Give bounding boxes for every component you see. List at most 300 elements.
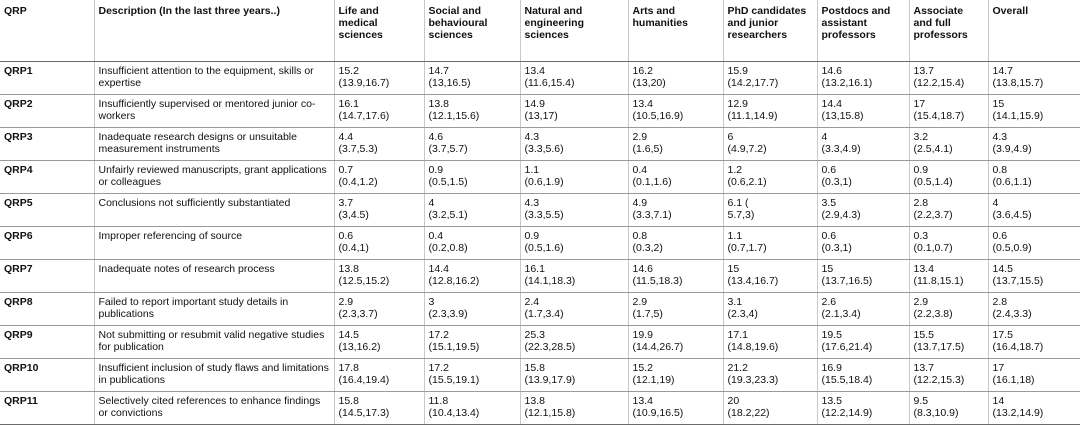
qrp-description: Failed to report important study details in publications (94, 293, 334, 326)
table-cell (334, 62, 424, 95)
table-cell (520, 293, 628, 326)
cell-estimate: 1.1 (727, 230, 743, 242)
table-cell (424, 326, 520, 359)
cell-estimate: 4.4 (338, 131, 354, 143)
cell-estimate: 16.2 (632, 65, 653, 77)
cell-confidence-interval: (2.2,3.7) (913, 209, 953, 221)
cell-confidence-interval: (14.5,17.3) (338, 407, 390, 419)
cell-confidence-interval: (14.8,19.6) (727, 341, 779, 353)
cell-estimate: 19.5 (821, 329, 842, 341)
cell-estimate: 13.8 (338, 263, 359, 275)
table-cell (909, 95, 988, 128)
cell-estimate: 13.7 (913, 362, 934, 374)
cell-estimate: 0.9 (428, 164, 444, 176)
table-row (0, 62, 1080, 95)
cell-confidence-interval: (16.4,18.7) (992, 341, 1044, 353)
cell-estimate: 4 (992, 197, 999, 209)
cell-confidence-interval: (3.7,5.7) (428, 143, 468, 155)
qrp-code: QRP6 (0, 227, 94, 260)
table-cell (520, 194, 628, 227)
cell-confidence-interval: (0.7,1.7) (727, 242, 767, 254)
table-cell (988, 359, 1080, 392)
cell-estimate: 0.4 (428, 230, 444, 242)
cell-confidence-interval: (3.3,7.1) (632, 209, 672, 221)
cell-estimate: 16.1 (338, 98, 359, 110)
table-cell (988, 326, 1080, 359)
table-cell (628, 128, 723, 161)
cell-estimate: 14.5 (338, 329, 359, 341)
cell-estimate: 16.1 (524, 263, 545, 275)
cell-estimate: 0.3 (913, 230, 929, 242)
qrp-code: QRP5 (0, 194, 94, 227)
cell-confidence-interval: (14.2,17.7) (727, 77, 779, 89)
cell-confidence-interval: (11.1,14.9) (727, 110, 778, 122)
table-cell (988, 392, 1080, 425)
table-cell (909, 293, 988, 326)
table-cell (909, 62, 988, 95)
table-row (0, 392, 1080, 425)
cell-confidence-interval: (12.2,15.3) (913, 374, 965, 386)
cell-estimate: 0.7 (338, 164, 354, 176)
table-cell (628, 392, 723, 425)
cell-estimate: 4.3 (992, 131, 1008, 143)
cell-confidence-interval: (2.2,3.8) (913, 308, 953, 320)
table-cell (988, 293, 1080, 326)
cell-estimate: 1.1 (524, 164, 540, 176)
cell-confidence-interval: (12.1,19) (632, 374, 675, 386)
table-cell (628, 260, 723, 293)
cell-estimate: 15.8 (524, 362, 545, 374)
cell-estimate: 3.1 (727, 296, 743, 308)
column-header: Social and behavioural sciences (424, 0, 520, 62)
column-header: Associate and full professors (909, 0, 988, 62)
table-row (0, 293, 1080, 326)
table-cell (424, 227, 520, 260)
table-cell (988, 227, 1080, 260)
cell-confidence-interval: (3.6,4.5) (992, 209, 1032, 221)
column-header: Overall (988, 0, 1080, 62)
table-cell (520, 62, 628, 95)
table-cell (988, 194, 1080, 227)
cell-confidence-interval: (1.7,5) (632, 308, 663, 320)
cell-estimate: 15.2 (632, 362, 653, 374)
cell-estimate: 3 (428, 296, 435, 308)
qrp-code: QRP2 (0, 95, 94, 128)
cell-estimate: 14.5 (992, 263, 1013, 275)
cell-estimate: 0.9 (524, 230, 540, 242)
cell-estimate: 3.2 (913, 131, 929, 143)
cell-estimate: 15.5 (913, 329, 934, 341)
table-cell (334, 161, 424, 194)
table-cell (628, 95, 723, 128)
table-cell (988, 128, 1080, 161)
table-cell (628, 161, 723, 194)
qrp-code: QRP7 (0, 260, 94, 293)
qrp-code: QRP11 (0, 392, 94, 425)
cell-confidence-interval: (12.1,15.8) (524, 407, 576, 419)
cell-confidence-interval: (15.5,19.1) (428, 374, 480, 386)
cell-estimate: 17 (913, 98, 926, 110)
cell-estimate: 4.6 (428, 131, 444, 143)
cell-confidence-interval: (0.5,0.9) (992, 242, 1032, 254)
cell-estimate: 17 (992, 362, 1005, 374)
qrp-code: QRP10 (0, 359, 94, 392)
cell-confidence-interval: (13.9,17.9) (524, 374, 576, 386)
column-header: Description (In the last three years..) (94, 0, 334, 62)
qrp-description: Improper referencing of source (94, 227, 334, 260)
cell-estimate: 15 (821, 263, 834, 275)
qrp-description: Insufficient attention to the equipment, skills or expertise (94, 62, 334, 95)
table-cell (334, 260, 424, 293)
cell-estimate: 11.8 (428, 395, 449, 407)
cell-confidence-interval: (2.4,3.3) (992, 308, 1032, 320)
cell-estimate: 2.8 (913, 197, 929, 209)
cell-confidence-interval: (12.8,16.2) (428, 275, 480, 287)
table-cell (334, 392, 424, 425)
cell-confidence-interval: (1.6,5) (632, 143, 663, 155)
cell-estimate: 17.1 (727, 329, 748, 341)
table-cell (334, 194, 424, 227)
cell-confidence-interval: (2.1,3.4) (821, 308, 861, 320)
qrp-code: QRP3 (0, 128, 94, 161)
cell-confidence-interval: (0.6,1.9) (524, 176, 564, 188)
table-cell (628, 326, 723, 359)
column-header: Natural and engineering sciences (520, 0, 628, 62)
cell-estimate: 2.6 (821, 296, 837, 308)
cell-estimate: 2.9 (632, 131, 648, 143)
table-row (0, 227, 1080, 260)
cell-confidence-interval: (0.1,1.6) (632, 176, 672, 188)
cell-confidence-interval: (2.3,3.9) (428, 308, 468, 320)
cell-estimate: 13.7 (913, 65, 934, 77)
cell-estimate: 2.4 (524, 296, 540, 308)
cell-confidence-interval: (13,17) (524, 110, 558, 122)
cell-confidence-interval: (10.5,16.9) (632, 110, 684, 122)
cell-confidence-interval: (2.3,3.7) (338, 308, 378, 320)
cell-confidence-interval: (3.7,5.3) (338, 143, 378, 155)
table-cell (723, 260, 817, 293)
cell-confidence-interval: (11.6,15.4) (524, 77, 575, 89)
cell-estimate: 15.2 (338, 65, 359, 77)
table-cell (334, 227, 424, 260)
cell-estimate: 2.9 (913, 296, 929, 308)
cell-confidence-interval: (0.3,2) (632, 242, 663, 254)
table-cell (334, 95, 424, 128)
cell-estimate: 13.4 (632, 395, 653, 407)
table-cell (334, 359, 424, 392)
cell-confidence-interval: (15.1,19.5) (428, 341, 480, 353)
table-cell (817, 62, 909, 95)
cell-estimate: 13.5 (821, 395, 842, 407)
table-cell (988, 62, 1080, 95)
cell-estimate: 19.9 (632, 329, 653, 341)
cell-confidence-interval: (13.8,15.7) (992, 77, 1044, 89)
column-header: QRP (0, 0, 94, 62)
cell-confidence-interval: (3.2,5.1) (428, 209, 468, 221)
cell-confidence-interval: (2.5,4.1) (913, 143, 953, 155)
cell-estimate: 0.9 (913, 164, 929, 176)
cell-estimate: 16.9 (821, 362, 842, 374)
table-cell (909, 359, 988, 392)
table-cell (520, 95, 628, 128)
cell-estimate: 0.8 (992, 164, 1008, 176)
cell-estimate: 14.6 (821, 65, 842, 77)
cell-estimate: 0.6 (821, 230, 837, 242)
cell-estimate: 21.2 (727, 362, 748, 374)
cell-confidence-interval: (3,4.5) (338, 209, 369, 221)
qrp-description: Insufficiently supervised or mentored junior co-workers (94, 95, 334, 128)
cell-estimate: 17.2 (428, 329, 449, 341)
cell-confidence-interval: (0.6,1.1) (992, 176, 1032, 188)
table-cell (424, 293, 520, 326)
qrp-description: Inadequate notes of research process (94, 260, 334, 293)
cell-confidence-interval: (0.5,1.4) (913, 176, 953, 188)
cell-estimate: 15 (727, 263, 740, 275)
cell-confidence-interval: (13,20) (632, 77, 666, 89)
table-row (0, 326, 1080, 359)
table-cell (334, 326, 424, 359)
cell-estimate: 14.4 (428, 263, 449, 275)
table-cell (723, 95, 817, 128)
cell-confidence-interval: (18.2,22) (727, 407, 770, 419)
table-cell (628, 293, 723, 326)
cell-estimate: 14.4 (821, 98, 842, 110)
table-cell (817, 293, 909, 326)
cell-estimate: 4.9 (632, 197, 648, 209)
cell-confidence-interval: (0.3,1) (821, 242, 852, 254)
cell-estimate: 14.7 (428, 65, 449, 77)
qrp-description: Not submitting or resubmit valid negative studies for publication (94, 326, 334, 359)
cell-estimate: 6.1 ( (727, 197, 749, 209)
cell-confidence-interval: (3.3,5.5) (524, 209, 564, 221)
cell-confidence-interval: (10.9,16.5) (632, 407, 684, 419)
cell-estimate: 4 (821, 131, 828, 143)
cell-estimate: 15.9 (727, 65, 748, 77)
table-cell (909, 227, 988, 260)
cell-confidence-interval: (10.4,13.4) (428, 407, 480, 419)
table-cell (520, 326, 628, 359)
cell-estimate: 4 (428, 197, 435, 209)
cell-confidence-interval: (3.3,4.9) (821, 143, 861, 155)
table-cell (723, 359, 817, 392)
cell-confidence-interval: (8.3,10.9) (913, 407, 959, 419)
table-cell (909, 326, 988, 359)
table-cell (909, 161, 988, 194)
cell-confidence-interval: (0.5,1.5) (428, 176, 468, 188)
cell-confidence-interval: (16.1,18) (992, 374, 1035, 386)
table-cell (817, 95, 909, 128)
table-cell (817, 227, 909, 260)
table-cell (817, 194, 909, 227)
table-row (0, 95, 1080, 128)
cell-estimate: 14 (992, 395, 1005, 407)
column-header: Postdocs and assistant professors (817, 0, 909, 62)
qrp-code: QRP9 (0, 326, 94, 359)
cell-confidence-interval: (13.9,16.7) (338, 77, 390, 89)
cell-estimate: 4.3 (524, 131, 540, 143)
qrp-code: QRP4 (0, 161, 94, 194)
table-cell (988, 161, 1080, 194)
cell-estimate: 0.6 (821, 164, 837, 176)
cell-confidence-interval: (14.1,15.9) (992, 110, 1044, 122)
cell-estimate: 15 (992, 98, 1005, 110)
cell-estimate: 17.8 (338, 362, 359, 374)
cell-estimate: 13.8 (428, 98, 449, 110)
qrp-description: Conclusions not sufficiently substantiated (94, 194, 334, 227)
table-cell (628, 227, 723, 260)
cell-estimate: 3.7 (338, 197, 354, 209)
cell-estimate: 0.6 (992, 230, 1008, 242)
cell-confidence-interval: (3.3,5.6) (524, 143, 564, 155)
table-cell (723, 326, 817, 359)
cell-estimate: 17.5 (992, 329, 1013, 341)
cell-estimate: 25.3 (524, 329, 545, 341)
cell-estimate: 4.3 (524, 197, 540, 209)
cell-confidence-interval: (14.4,26.7) (632, 341, 684, 353)
cell-estimate: 6 (727, 131, 734, 143)
cell-confidence-interval: (16.4,19.4) (338, 374, 390, 386)
qrp-description: Insufficient inclusion of study flaws and limitations in publications (94, 359, 334, 392)
table-body (0, 62, 1080, 425)
cell-estimate: 13.4 (524, 65, 545, 77)
table-cell (424, 392, 520, 425)
cell-confidence-interval: (13.7,17.5) (913, 341, 965, 353)
cell-confidence-interval: (13,16.5) (428, 77, 471, 89)
table-cell (909, 260, 988, 293)
cell-estimate: 15.8 (338, 395, 359, 407)
cell-confidence-interval: (13.2,16.1) (821, 77, 873, 89)
cell-estimate: 17.2 (428, 362, 449, 374)
table-cell (817, 359, 909, 392)
table-cell (817, 326, 909, 359)
cell-estimate: 1.2 (727, 164, 743, 176)
cell-confidence-interval: (13,15.8) (821, 110, 864, 122)
cell-confidence-interval: (15.5,18.4) (821, 374, 873, 386)
cell-estimate: 2.9 (338, 296, 354, 308)
table-cell (520, 227, 628, 260)
table-cell (424, 95, 520, 128)
table-cell (520, 161, 628, 194)
cell-confidence-interval: (17.6,21.4) (821, 341, 873, 353)
table-cell (723, 293, 817, 326)
cell-estimate: 14.9 (524, 98, 545, 110)
cell-confidence-interval: (0.1,0.7) (913, 242, 953, 254)
cell-confidence-interval: (11.5,18.3) (632, 275, 683, 287)
table-cell (628, 194, 723, 227)
cell-confidence-interval: (13,16.2) (338, 341, 381, 353)
qrp-code: QRP1 (0, 62, 94, 95)
cell-estimate: 2.8 (992, 296, 1008, 308)
table-cell (817, 260, 909, 293)
table-cell (723, 161, 817, 194)
table-cell (723, 128, 817, 161)
table-row (0, 260, 1080, 293)
table-row (0, 194, 1080, 227)
table-cell (424, 128, 520, 161)
cell-confidence-interval: (15.4,18.7) (913, 110, 965, 122)
table-row (0, 128, 1080, 161)
table-row (0, 359, 1080, 392)
table-cell (424, 62, 520, 95)
table-cell (334, 128, 424, 161)
cell-estimate: 13.8 (524, 395, 545, 407)
table-cell (520, 392, 628, 425)
qrp-description: Selectively cited references to enhance findings or convictions (94, 392, 334, 425)
cell-estimate: 3.5 (821, 197, 837, 209)
cell-confidence-interval: (14.1,18.3) (524, 275, 576, 287)
cell-confidence-interval: (14.7,17.6) (338, 110, 390, 122)
cell-estimate: 13.4 (913, 263, 934, 275)
cell-confidence-interval: (3.9,4.9) (992, 143, 1032, 155)
table-cell (723, 227, 817, 260)
cell-confidence-interval: (12.5,15.2) (338, 275, 390, 287)
cell-confidence-interval: (13.4,16.7) (727, 275, 779, 287)
table-cell (520, 128, 628, 161)
qrp-description: Unfairly reviewed manuscripts, grant applications or colleagues (94, 161, 334, 194)
cell-confidence-interval: 5.7,3) (727, 209, 755, 221)
table-cell (723, 392, 817, 425)
cell-confidence-interval: (0.4,1.2) (338, 176, 378, 188)
cell-confidence-interval: (22.3,28.5) (524, 341, 576, 353)
header-row (0, 0, 1080, 62)
cell-confidence-interval: (12.2,15.4) (913, 77, 965, 89)
table-cell (909, 128, 988, 161)
cell-confidence-interval: (13.7,15.5) (992, 275, 1044, 287)
cell-estimate: 2.9 (632, 296, 648, 308)
cell-confidence-interval: (13.2,14.9) (992, 407, 1044, 419)
cell-confidence-interval: (2.3,4) (727, 308, 758, 320)
column-header: PhD candidates and junior researchers (723, 0, 817, 62)
table-cell (334, 293, 424, 326)
cell-confidence-interval: (2.9,4.3) (821, 209, 861, 221)
cell-estimate: 0.4 (632, 164, 648, 176)
cell-confidence-interval: (19.3,23.3) (727, 374, 779, 386)
table-cell (628, 62, 723, 95)
cell-confidence-interval: (4.9,7.2) (727, 143, 767, 155)
cell-confidence-interval: (0.3,1) (821, 176, 852, 188)
cell-estimate: 13.4 (632, 98, 653, 110)
table-cell (520, 260, 628, 293)
table-cell (424, 359, 520, 392)
table-row (0, 161, 1080, 194)
table-cell (424, 260, 520, 293)
cell-confidence-interval: (12.1,15.6) (428, 110, 480, 122)
cell-estimate: 20 (727, 395, 740, 407)
cell-confidence-interval: (0.2,0.8) (428, 242, 468, 254)
table-cell (817, 161, 909, 194)
cell-estimate: 0.6 (338, 230, 354, 242)
cell-estimate: 14.7 (992, 65, 1013, 77)
table-cell (520, 359, 628, 392)
table-cell (723, 62, 817, 95)
cell-confidence-interval: (0.6,2.1) (727, 176, 767, 188)
cell-confidence-interval: (12.2,14.9) (821, 407, 873, 419)
cell-confidence-interval: (1.7,3.4) (524, 308, 564, 320)
table-cell (988, 95, 1080, 128)
table-cell (723, 194, 817, 227)
cell-confidence-interval: (0.4,1) (338, 242, 369, 254)
column-header: Arts and humanities (628, 0, 723, 62)
table-cell (424, 161, 520, 194)
qrp-description: Inadequate research designs or unsuitable measurement instruments (94, 128, 334, 161)
cell-estimate: 12.9 (727, 98, 748, 110)
table-cell (817, 128, 909, 161)
table-cell (909, 194, 988, 227)
cell-confidence-interval: (11.8,15.1) (913, 275, 964, 287)
cell-estimate: 14.6 (632, 263, 653, 275)
table-cell (817, 392, 909, 425)
cell-confidence-interval: (0.5,1.6) (524, 242, 564, 254)
